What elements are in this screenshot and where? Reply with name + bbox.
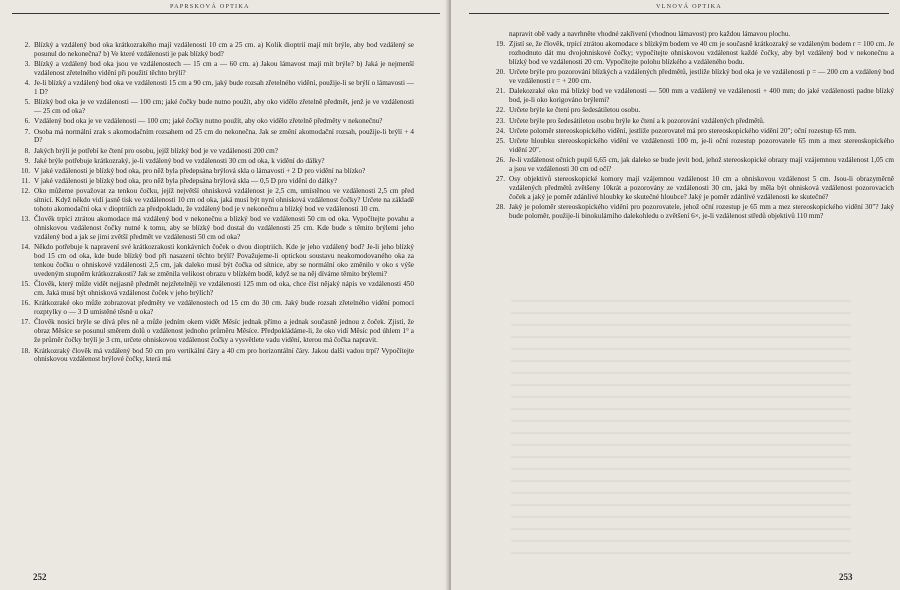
right-running-head: VLNOVÁ OPTIKA <box>656 3 722 10</box>
right-page-number: 253 <box>839 572 853 582</box>
problem-number: 2. <box>24 41 30 49</box>
problem-number: 14. <box>21 243 30 252</box>
problem-21 <box>489 87 894 105</box>
problem-text: Člověk, který může vidět nejjasně předmět nejzřetelněji ve vzdálenosti 125 mm od oka, chce číst nějaký nápis ve vzdálenosti 450 cm. Jaká musí být ohnisková vzdálenost čoček v jeho brýlích? <box>34 280 414 298</box>
problem-7 <box>14 128 414 146</box>
problem-24 <box>489 127 894 136</box>
problem-6 <box>14 117 414 126</box>
left-running-head: PAPRSKOVÁ OPTIKA <box>170 3 250 10</box>
problem-text: Určete brýle pro šedesátiletou osobu brýle ke čtení a k pozorování vzdálených předmětů. <box>509 116 765 125</box>
problem-22 <box>489 106 894 115</box>
problem-text: Jaké brýle potřebuje krátkozraký, je-li vzdálený bod ve vzdálenosti 30 cm od oka, k vidění do dálky? <box>34 156 325 165</box>
problem-number: 5. <box>24 98 30 107</box>
problem-text: V jaké vzdálenosti je blízký bod oka, pro něž byla předepsána brýlová skla — 0,5 D pro vidění do dálky? <box>34 177 338 186</box>
problem-number: 17. <box>21 318 30 327</box>
problem-text: Zjistí se, že člověk, trpící ztrátou akomodace s blízkým bodem ve 40 cm je současně krátkozraký se vzdáleným bodem r = 100 cm. Je rozhodnuto dát mu dvojohniskové čočky; vypočítejte ohniskovou vzdálenost každé čočky, aby byl vzdálený bod v nekonečnu a blízký bod ve vzdálenosti 20 cm. Vypočítejte polohu blízkého a vzdáleného bodu. <box>509 40 894 67</box>
problem-23 <box>489 117 894 126</box>
problem-number: 24. <box>496 126 505 135</box>
problem-2 <box>14 41 414 59</box>
problem-text: Krátkozraké oko může zobrazovat předměty ve vzdálenostech od 15 cm do 30 cm. Jaký bude rozsah zřetelného vidění pomocí rozptylky o — 3 D umístěné těsně u oka? <box>34 299 414 317</box>
problem-text: Určete brýle ke čtení pro šedesátiletou osobu. <box>509 106 641 115</box>
problem-text: Oko můžeme považovat za tenkou čočku, jejíž největší ohnisková vzdálenost je 2,5 cm, umístěnou ve vzdálenosti 2,5 cm před sítnicí. Když někdo vidí jasně tisk ve vzdálenosti 10 cm od oka, jaká musí být nyní ohnisková vzdálenost čočky? Určete na základě tohoto akomodační oka v dioptriích za předpokladu, že vzdálený bod je v nekonečnu a blízký bod ve vzdálenosti 10 cm. <box>34 187 414 214</box>
problem-16 <box>14 299 414 317</box>
problem-number: 9. <box>24 156 30 165</box>
problem-number: 22. <box>496 106 505 115</box>
left-page <box>0 0 449 590</box>
problem-19 <box>489 40 894 67</box>
problem-28 <box>489 203 894 221</box>
problem-18-continuation <box>489 30 894 39</box>
problem-12 <box>14 187 414 214</box>
right-page <box>451 0 900 590</box>
problem-number: 20. <box>496 68 505 77</box>
problem-text: Dalekozraké oko má blízký bod ve vzdálenosti — 500 mm a vzdálený ve vzdálenosti + 400 mm; do jaké vzdálenosti padne blízký bod, je-li oko korigováno brýlemi? <box>509 87 894 105</box>
problem-10 <box>14 167 414 176</box>
problem-text: Jakých brýlí je potřebí ke čtení pro osobu, jejíž blízký bod je ve vzdálenosti 200 cm? <box>34 146 278 155</box>
problem-text: Člověk nosící brýle se dívá přes ně a může jedním okem vidět Měsíc jednak přímo a jednak současně jednou z čoček. Zjistí, že obraz Měsíce se posunul směrem dolů o vzdálenost jednoho průměru Měsíce. Předpokládáme-li, že oko vidí Měsíc pod úhlem 1° a že průměr čočky brýlí je 3 cm, určete ohniskovou vzdálenost čočky a vysvětlete vadu vidění, kterou má čočka napravit. <box>34 318 414 345</box>
problem-number: 23. <box>496 116 505 125</box>
problem-9 <box>14 157 414 166</box>
problem-number: 21. <box>496 87 505 96</box>
problem-text: Je-li blízký a vzdálený bod oka ve vzdálenosti 15 cm a 90 cm, jaký bude rozsah zřetelného vidění, použije-li se brýlí o lámavosti — 1 D? <box>34 79 414 97</box>
problem-text: Určete brýle pro pozorování blízkých a vzdálených předmětů, jestliže blízký bod oka je ve vzdálenosti p = — 200 cm a vzdálený bod ve vzdálenosti r = + 200 cm. <box>509 68 894 86</box>
problem-text: Vzdálený bod oka je ve vzdálenosti — 100 cm; jaké čočky nutno použít, aby oko vidělo zřetelně předměty v nekonečnu? <box>34 117 383 126</box>
problem-18 <box>14 347 414 365</box>
problem-number: 28. <box>496 203 505 212</box>
problem-text: Osy objektivů stereoskopické komory mají vzájemnou vzdálenost 10 cm a ohniskovou vzdálenost 5 cm. Jsou-li obrazyměrně vzdálených předmětů zvětšeny 10krát a pozorovány ze vzdálenosti 30 cm, jaká by měla být ohnisková vzdálenost pozorovacích čoček a jaký je poměr zdánlivé hloubky ke skutečné hloubce? Jaký je poměr zdánlivé vzdálenosti ke skutečné? <box>509 174 894 201</box>
problem-8 <box>14 147 414 156</box>
problem-number: 4. <box>24 79 30 88</box>
problem-number: 15. <box>21 280 30 289</box>
problem-text: Osoba má normální zrak s akomodačním rozsahem od 25 cm do nekonečna. Jak se změní akomodační rozsah, použije-li brýlí + 4 D? <box>34 127 414 145</box>
problem-27 <box>489 175 894 202</box>
problem-number: 11. <box>21 177 30 186</box>
problem-text: Blízký a vzdálený bod oka krátkozrakého mají vzdálenosti 10 cm a 25 cm. a) Kolik dioptrií mají mít brýle, aby bod vzdálený se posunul do nekonečna? b) Ve které vzdálenosti je pak blízký bod? <box>34 41 414 58</box>
left-head-rule <box>12 13 440 14</box>
problem-number: 26. <box>496 155 505 164</box>
problem-number: 27. <box>496 174 505 183</box>
problem-11 <box>14 177 414 186</box>
left-page-number: 252 <box>33 572 47 582</box>
problem-15 <box>14 280 414 298</box>
problem-number: 13. <box>21 215 30 224</box>
problem-number: 10. <box>21 166 30 175</box>
problem-number: 18. <box>21 346 30 355</box>
problem-text: napravit obě vady a navrhněte vhodné zakřivení (vhodnou lámavost) pro každou lámavou plochu. <box>509 30 791 38</box>
problem-25 <box>489 137 894 155</box>
problem-text: V jaké vzdálenosti je blízký bod oka, pro něž byla předepsána brýlová skla o lámavosti + 2 D pro vidění na blízko? <box>34 166 366 175</box>
problem-text: Určete hloubku stereoskopického vidění ve vzdálenosti 100 m, je-li oční rozestup pozorovatele 65 mm a mez stereoskopického vidění 20″. <box>509 136 894 154</box>
left-problem-list <box>14 41 414 366</box>
problem-4 <box>14 79 414 97</box>
problem-26 <box>489 156 894 174</box>
problem-text: Někdo potřebuje k napravení své krátkozrakosti konkávních čoček o dvou dioptriích. Kde je jeho vzdálený bod? Je-li jeho blízký bod 15 cm od oka, kde bude blízký bod při nasazení těchto brýlí? Považujeme-li optickou soustavu neakomodovaného oka za tenkou čočku o ohniskové vzdálenosti 2,5 cm, jak daleko musí být čočka od sítnice, aby se normální oko změnilo v oko s výše uvedeným stupněm krátkozrakosti? Jak se změnila velikost obrazu v blízkém bodě, když se na něj díváme těmito brýlemi? <box>34 243 414 279</box>
problem-number: 12. <box>21 187 30 196</box>
problem-number: 6. <box>24 117 30 126</box>
problem-text: Člověk trpící ztrátou akomodace má vzdálený bod v nekonečnu a blízký bod ve vzdálenosti 50 cm od oka. Vypočítejte povahu a ohniskovou vzdálenost čočky nutné k tomu, aby se blízký bod dostal do vzdálenosti 25 cm. Kde bude s těmito brýlemi jeho vzdálený bod a jak se jimi zvětší předmět ve vzdálenosti 50 cm od oka? <box>34 215 414 242</box>
problem-text: Krátkozraký člověk má vzdálený bod 50 cm pro vertikální čáry a 40 cm pro horizontální čáry. Jakou dalši vadou trpí? Vypočítejte ohniskovou vzdálenost brýlové čočky, která má <box>34 346 414 364</box>
problem-number: 7. <box>24 127 30 136</box>
right-problem-list <box>489 30 894 222</box>
problem-number: 3. <box>24 60 30 69</box>
problem-20 <box>489 68 894 86</box>
problem-number: 19. <box>496 40 505 49</box>
problem-number: 25. <box>496 136 505 145</box>
problem-text: Blízký bod oka je ve vzdálenosti — 100 cm; jaké čočky bude nutno použít, aby oko vidělo zřetelně předmět, jenž je ve vzdálenosti — 25 cm od oka? <box>34 98 414 116</box>
problem-13 <box>14 215 414 242</box>
problem-text: Jaký je poloměr stereoskopického vidění pro pozorovatele, jehož oční rozestup je 65 mm a mez stereoskopického vidění 30″? Jaký bude poloměr, použije-li binokulárního dalekohledu o zvětšení 6×, je-li vzdálenost středů objektivů 110 mm? <box>509 203 894 220</box>
problem-5 <box>14 98 414 116</box>
problem-14 <box>14 243 414 279</box>
problem-number: 8. <box>24 146 30 155</box>
problem-17 <box>14 318 414 345</box>
problem-number: 16. <box>21 299 30 308</box>
problem-3 <box>14 60 414 78</box>
problem-text: Určete poloměr stereoskopického vidění, jestliže pozorovatel má pro stereoskopického vidění 20″; oční rozestup 65 mm. <box>509 126 857 135</box>
show-through-ghost-text <box>511 300 851 560</box>
problem-text: Blízký a vzdálený bod oka jsou ve vzdálenostech — 15 cm a — 60 cm. a) Jakou lámavost mají mít brýle? b) Jaká je nejmenší vzdálenost zřetelného vidění při použití těchto brýlí? <box>34 60 414 78</box>
problem-text: Je-li vzdálenost očních pupil 6,65 cm, jak daleko se bude jevit bod, jehož stereoskopické obrazy mají vzájemnou vzdálenost 1,05 cm a jsou ve vzdálenosti 30 cm od očí? <box>509 155 894 173</box>
right-head-rule <box>469 13 889 14</box>
